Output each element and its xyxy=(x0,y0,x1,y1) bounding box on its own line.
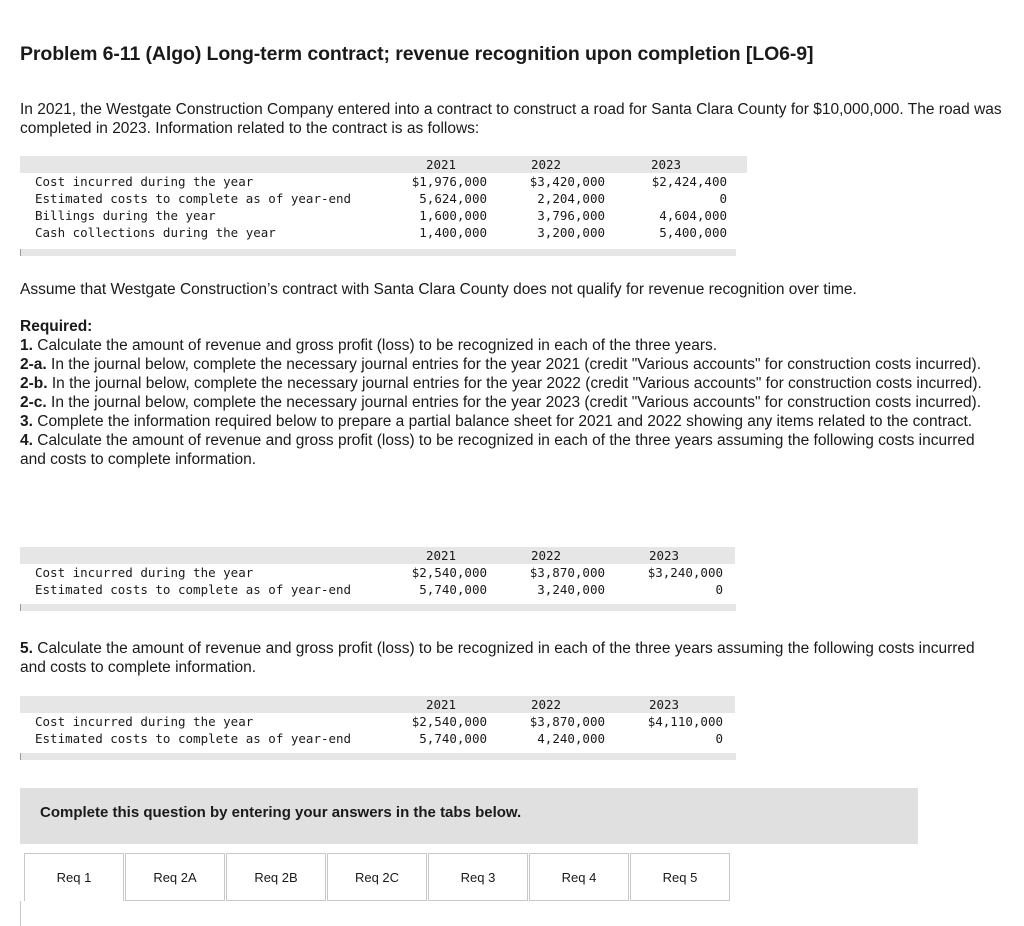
tab-req-1[interactable]: Req 1 xyxy=(24,853,124,901)
table-cell: $4,110,000 xyxy=(647,714,723,729)
table-cell: $2,424,400 xyxy=(651,174,727,189)
banner-text: Complete this question by entering your answers in the tabs below. xyxy=(40,804,522,821)
table-divider xyxy=(20,604,736,611)
row-label: Cost incurred during the year xyxy=(35,565,254,580)
instructions-banner xyxy=(20,788,918,844)
table-header-row xyxy=(20,547,735,564)
tab-content xyxy=(20,901,919,926)
table-cell: 5,740,000 xyxy=(419,582,487,597)
table-cell: $2,540,000 xyxy=(411,565,487,580)
intro-text: In 2021, the Westgate Construction Company entered into a contract to construct a road for Santa Clara County for $10,000,000. The road was completed in 2023. Information related to the contract is as follows: xyxy=(20,101,1002,137)
table-cell: 4,604,000 xyxy=(659,208,727,223)
table-row xyxy=(20,564,735,581)
table-row xyxy=(20,190,747,207)
table-cell: 5,740,000 xyxy=(419,731,487,746)
table-cell: $3,420,000 xyxy=(529,174,605,189)
year-header: 2023 xyxy=(605,696,723,713)
table-row xyxy=(20,713,735,730)
table-cell: $2,540,000 xyxy=(411,714,487,729)
year-header: 2023 xyxy=(605,156,727,173)
table-row xyxy=(20,730,735,747)
year-header: 2022 xyxy=(487,696,605,713)
row-label: Billings during the year xyxy=(35,208,216,223)
assumption-text: Assume that Westgate Construction’s contract with Santa Clara County does not qualify for revenue recognition over time. xyxy=(20,281,857,298)
required-item: 1. Calculate the amount of revenue and gross profit (loss) to be recognized in each of the three years. xyxy=(20,337,718,354)
table-row xyxy=(20,224,747,241)
req5-cost-table xyxy=(20,696,735,747)
contract-info-table xyxy=(20,156,747,241)
row-label: Cost incurred during the year xyxy=(35,714,254,729)
year-header: 2023 xyxy=(605,547,723,564)
tab-req-2c[interactable]: Req 2C xyxy=(327,853,427,901)
table-cell: $3,870,000 xyxy=(529,565,605,580)
row-label: Cash collections during the year xyxy=(35,225,276,240)
table-cell: $3,240,000 xyxy=(647,565,723,580)
year-header: 2021 xyxy=(395,547,487,564)
tab-req-5[interactable]: Req 5 xyxy=(630,853,730,901)
table-cell: 1,400,000 xyxy=(419,225,487,240)
table-row xyxy=(20,581,735,598)
table-cell: 3,796,000 xyxy=(537,208,605,223)
table-cell: 0 xyxy=(719,191,727,206)
table-cell: 4,240,000 xyxy=(537,731,605,746)
table-divider xyxy=(20,249,736,256)
tab-req-4[interactable]: Req 4 xyxy=(529,853,629,901)
required-heading: Required: xyxy=(20,318,93,335)
page-title: Problem 6-11 (Algo) Long-term contract; revenue recognition upon completion [LO6-9] xyxy=(20,43,814,65)
table-row xyxy=(20,173,747,190)
table-cell: 0 xyxy=(715,582,723,597)
table-cell: 1,600,000 xyxy=(419,208,487,223)
year-header: 2022 xyxy=(487,547,605,564)
table-divider xyxy=(20,753,736,760)
table-cell: 3,240,000 xyxy=(537,582,605,597)
required-section xyxy=(20,317,995,469)
row-label: Estimated costs to complete as of year-end xyxy=(35,191,352,206)
tab-req-2b[interactable]: Req 2B xyxy=(226,853,326,901)
table-cell: 3,200,000 xyxy=(537,225,605,240)
req4-cost-table xyxy=(20,547,735,598)
tab-req-2a[interactable]: Req 2A xyxy=(125,853,225,901)
table-cell: 2,204,000 xyxy=(537,191,605,206)
tab-bar xyxy=(24,853,731,901)
table-cell: 0 xyxy=(715,731,723,746)
year-header: 2022 xyxy=(487,156,605,173)
required-item: 2-a. In the journal below, complete the necessary journal entries for the year 2021 (credit "Various accounts" for construction costs incurred). xyxy=(20,356,982,373)
required-item: 3. Complete the information required below to prepare a partial balance sheet for 2021 and 2022 showing any items related to the contract. xyxy=(20,413,973,430)
table-header-row xyxy=(20,156,747,173)
table-header-row xyxy=(20,696,735,713)
required-item: 2-c. In the journal below, complete the necessary journal entries for the year 2023 (credit "Various accounts" for construction costs incurred). xyxy=(20,394,982,411)
table-cell: 5,400,000 xyxy=(659,225,727,240)
required-item-5: 5. Calculate the amount of revenue and gross profit (loss) to be recognized in each of the three years assuming the following costs incurred and costs to complete information. xyxy=(20,640,975,676)
required-item: 2-b. In the journal below, complete the necessary journal entries for the year 2022 (credit "Various accounts" for construction costs incurred). xyxy=(20,375,982,392)
row-label: Estimated costs to complete as of year-end xyxy=(35,731,352,746)
table-cell: $3,870,000 xyxy=(529,714,605,729)
table-row xyxy=(20,207,747,224)
year-header: 2021 xyxy=(395,696,487,713)
table-cell: $1,976,000 xyxy=(411,174,487,189)
row-label: Estimated costs to complete as of year-end xyxy=(35,582,352,597)
tab-req-3[interactable]: Req 3 xyxy=(428,853,528,901)
required-item: 4. Calculate the amount of revenue and gross profit (loss) to be recognized in each of the three years assuming the following costs incurred and costs to complete information. xyxy=(20,432,975,468)
year-header: 2021 xyxy=(395,156,487,173)
table-cell: 5,624,000 xyxy=(419,191,487,206)
row-label: Cost incurred during the year xyxy=(35,174,254,189)
